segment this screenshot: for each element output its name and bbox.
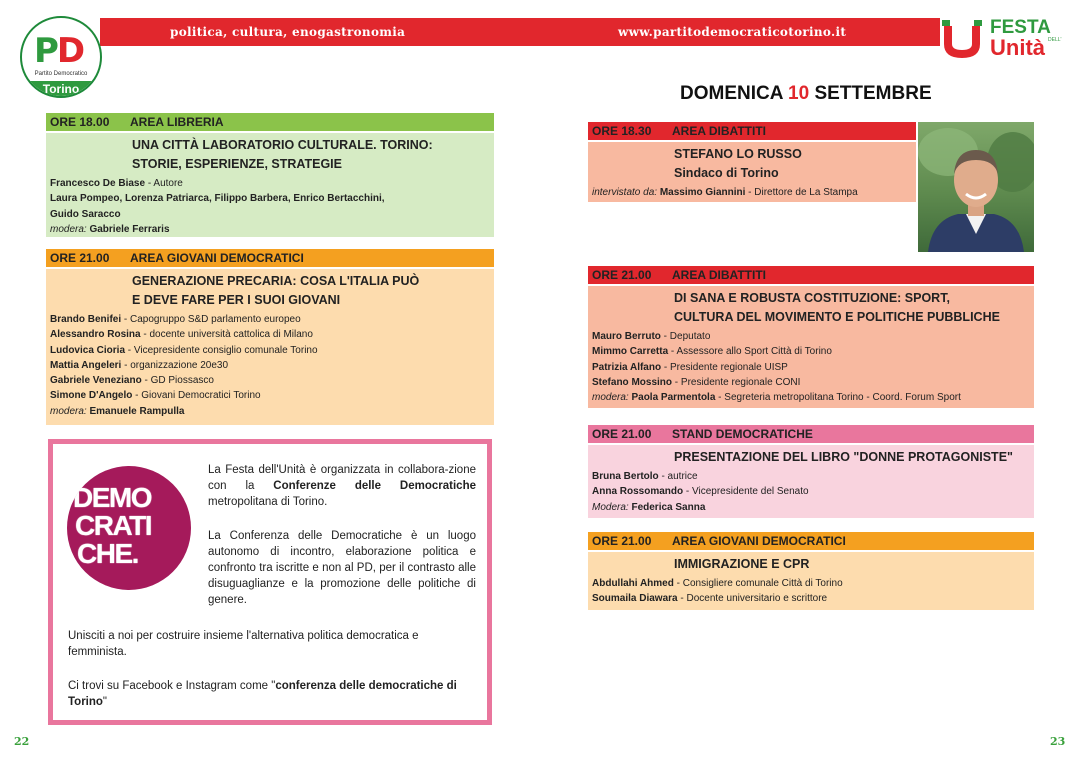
event-area: AREA LIBRERIA xyxy=(130,115,224,129)
democratiche-social: Ci trovi su Facebook e Instagram come "conferenza delle democratiche di Torino" xyxy=(68,680,457,708)
democratiche-description: La Conferenza delle Democratiche è un luogo autonomo di incontro, elaborazione politica e confronto tra iscritte e non al PD, per il contrasto alle disuguaglianze e la promozione delle politiche di genere. xyxy=(208,530,476,606)
festa-u-icon xyxy=(940,18,984,62)
title-line: STEFANO LO RUSSO xyxy=(674,147,802,161)
speaker-line: Patrizia Alfano - Presidente regionale UISP xyxy=(592,361,788,373)
event-header-giovani-2 xyxy=(588,532,1034,550)
pd-logo xyxy=(20,16,102,98)
logo-line: CRATI xyxy=(75,510,151,541)
dell-word: DELL' xyxy=(1048,37,1062,43)
speaker-line: Abdullahi Ahmed - Consigliere comunale Città di Torino xyxy=(592,578,843,589)
festa-unita-logo xyxy=(940,18,1070,62)
speaker-line: Anna Rossomando - Vicepresidente del Senato xyxy=(592,486,809,498)
event-area: AREA GIOVANI DEMOCRATICI xyxy=(672,534,846,548)
title-line: STORIE, ESPERIENZE, STRATEGIE xyxy=(132,157,342,171)
event-header-giovani xyxy=(46,249,494,267)
title-line: Sindaco di Torino xyxy=(674,166,779,180)
speaker-line: Francesco De Biase - Autore xyxy=(50,178,183,189)
top-bar-right xyxy=(540,18,940,46)
event-box-giovani xyxy=(46,269,494,425)
moderator-line: modera: Gabriele Ferraris xyxy=(50,223,170,235)
speaker-line: Soumaila Diawara - Docente universitario e scrittore xyxy=(592,593,828,605)
event-title xyxy=(674,448,1030,467)
moderator-line: Modera: Federica Sanna xyxy=(592,501,706,513)
democratiche-join: Unisciti a noi per costruire insieme l'alternativa politica democratica e femminista. xyxy=(68,630,419,658)
event-title xyxy=(132,272,490,310)
event-box-lo-russo xyxy=(588,142,916,202)
unita-word: Unità xyxy=(990,35,1045,60)
speaker-line: Guido Saracco xyxy=(50,208,121,220)
democratiche-box xyxy=(48,439,492,725)
speaker-line: Mimmo Carretta - Assessore allo Sport Città di Torino xyxy=(592,346,832,358)
event-time: ORE 21.00 xyxy=(592,534,652,548)
page-number-right: 23 xyxy=(1050,735,1066,748)
day-title: DOMENICA 10 SETTEMBRE xyxy=(680,83,932,104)
website-link[interactable]: www.partitodemocraticotorino.it xyxy=(618,25,847,39)
title-line: GENERAZIONE PRECARIA: COSA L'ITALIA PUÒ xyxy=(132,274,420,288)
event-title xyxy=(132,136,490,174)
event-time: ORE 21.00 xyxy=(50,251,110,265)
moderator-line: modera: Paola Parmentola - Segreteria metropolitana Torino - Coord. Forum Sport xyxy=(592,392,961,404)
festa-word: FESTA xyxy=(990,17,1051,38)
event-box-libro xyxy=(588,445,1034,518)
event-area: AREA DIBATTITI xyxy=(672,268,766,282)
top-bar-left xyxy=(100,18,540,46)
event-box-immigrazione xyxy=(588,552,1034,610)
speaker-line: Gabriele Veneziano - GD Piossasco xyxy=(50,375,214,387)
event-header-libreria xyxy=(46,113,494,131)
speaker-line: Mauro Berruto - Deputato xyxy=(592,331,711,342)
speaker-line: Laura Pompeo, Lorenza Patriarca, Filippo Barbera, Enrico Bertacchini, xyxy=(50,193,385,205)
page-number-left: 22 xyxy=(14,735,30,748)
speaker-line: Bruna Bertolo - autrice xyxy=(592,471,698,482)
pd-logo-line: Partito Democratico xyxy=(34,71,88,77)
speaker-line: Mattia Angeleri - organizzazione 20e30 xyxy=(50,359,229,371)
speaker-line: Stefano Mossino - Presidente regionale CONI xyxy=(592,376,801,388)
pd-letter-d: D xyxy=(56,31,84,71)
event-box-libreria xyxy=(46,133,494,237)
event-area: STAND DEMOCRATICHE xyxy=(672,427,813,441)
title-line: E DEVE FARE PER I SUOI GIOVANI xyxy=(132,293,341,307)
speaker-photo xyxy=(918,122,1034,252)
logo-line: CHE. xyxy=(77,538,138,569)
democratiche-logo xyxy=(67,466,191,590)
title-line: UNA CITTÀ LABORATORIO CULTURALE. TORINO: xyxy=(132,138,433,152)
event-time: ORE 21.00 xyxy=(592,427,652,441)
event-time: ORE 21.00 xyxy=(592,268,652,282)
event-box-sport xyxy=(588,286,1034,408)
event-time: ORE 18.30 xyxy=(592,124,652,138)
event-header-dibattiti-1830 xyxy=(588,122,916,140)
speaker-line: Simone D'Angelo - Giovani Democratici Torino xyxy=(50,390,261,402)
tagline: politica, cultura, enogastronomia xyxy=(170,25,406,39)
interviewer-line: intervistato da: Massimo Giannini - Direttore de La Stampa xyxy=(592,187,858,198)
event-title xyxy=(674,145,912,183)
title-line: PRESENTAZIONE DEL LIBRO "DONNE PROTAGONISTE" xyxy=(674,450,1013,464)
event-area: AREA GIOVANI DEMOCRATICI xyxy=(130,251,304,265)
event-header-stand xyxy=(588,425,1034,443)
event-title xyxy=(674,555,1030,574)
event-title xyxy=(674,289,1030,327)
speaker-line: Brando Benifei - Capogruppo S&D parlamento europeo xyxy=(50,314,301,325)
pd-logo-city: Torino xyxy=(22,81,100,98)
event-area: AREA DIBATTITI xyxy=(672,124,766,138)
speaker-line: Ludovica Cioria - Vicepresidente consiglio comunale Torino xyxy=(50,344,318,356)
title-line: DI SANA E ROBUSTA COSTITUZIONE: SPORT, xyxy=(674,291,950,305)
logo-line: DEMO xyxy=(73,482,151,513)
democratiche-intro: La Festa dell'Unità è organizzata in collabora-zione con la Conferenze delle Democratiche metropolitana di Torino. xyxy=(208,464,476,508)
title-line: IMMIGRAZIONE E CPR xyxy=(674,557,810,571)
title-line: CULTURA DEL MOVIMENTO E POLITICHE PUBBLICHE xyxy=(674,310,1000,324)
event-time: ORE 18.00 xyxy=(50,115,110,129)
pd-letter-p: P xyxy=(34,31,57,71)
moderator-line: modera: Emanuele Rampulla xyxy=(50,405,185,417)
speaker-line: Alessandro Rosina - docente università cattolica di Milano xyxy=(50,329,313,341)
event-header-dibattiti-2100 xyxy=(588,266,1034,284)
